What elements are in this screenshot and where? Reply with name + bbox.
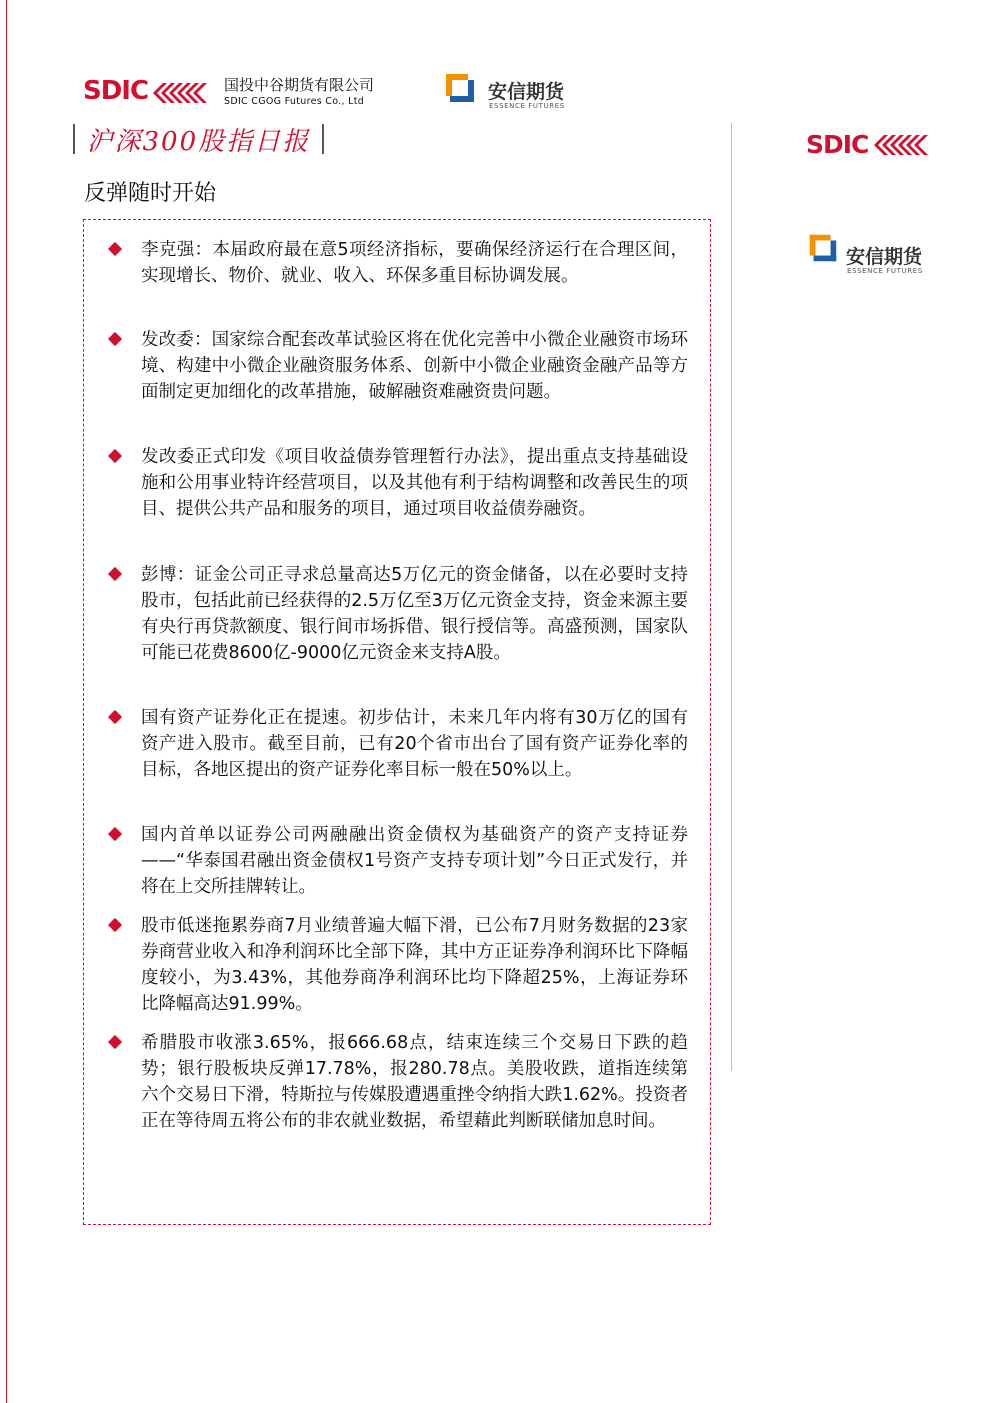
news-text: 国内首单以证券公司两融融出资金债权为基础资产的资产支持证券——“华泰国君融出资金债权1号资产支持专项计划”今日正式发行，并将在上交所挂牌转让。 bbox=[141, 825, 688, 897]
essence-mark-icon bbox=[442, 72, 478, 108]
bullet-diamond-icon bbox=[108, 827, 122, 841]
sdic-stripes-icon bbox=[153, 80, 207, 106]
essence-name-cn: 安信期货 bbox=[488, 81, 565, 103]
sidebar-essence-cn: 安信期货 bbox=[846, 246, 923, 268]
title-bar-right bbox=[322, 124, 324, 154]
news-item bbox=[108, 1030, 688, 1134]
sidebar-essence-en: ESSENCE FUTURES bbox=[847, 267, 923, 275]
news-item bbox=[108, 444, 688, 522]
news-text: 股市低迷拖累券商7月业绩普遍大幅下滑，已公布7月财务数据的23家券商营业收入和净利润环比全部下降，其中方正证券净利润环比下降幅度较小，为3.43%，其他券商净利润环比均下降超25%，上海证券环比降幅高达91.99%。 bbox=[141, 916, 688, 1014]
news-box bbox=[83, 219, 711, 1225]
bullet-diamond-icon bbox=[108, 242, 122, 256]
essence-name-en: ESSENCE FUTURES bbox=[489, 102, 565, 110]
news-item bbox=[108, 822, 688, 900]
company-name-cn: 国投中谷期货有限公司 bbox=[224, 76, 375, 94]
essence-logo-header bbox=[442, 72, 592, 112]
news-text: 彭博：证金公司正寻求总量高达5万亿元的资金储备，以在必要时支持股市，包括此前已经获得的2.5万亿至3万亿元资金支持，资金来源主要有央行再贷款额度、银行间市场拆借、银行授信等。高盛预测，国家队可能已花费8600亿-9000亿元资金来支持A股。 bbox=[141, 565, 688, 663]
headline: 反弹随时开始 bbox=[84, 181, 217, 206]
bullet-diamond-icon bbox=[108, 567, 122, 581]
company-name-en: SDIC CGOG Futures Co., Ltd bbox=[224, 96, 365, 107]
news-item bbox=[108, 705, 688, 783]
sidebar-sdic-text: SDIC bbox=[806, 130, 869, 159]
news-text: 国有资产证券化正在提速。初步估计，未来几年内将有30万亿的国有资产进入股市。截至目前，已有20个省市出台了国有资产证券化率的目标，各地区提出的资产证券化率目标一般在50%以上。 bbox=[141, 708, 688, 780]
news-text: 李克强：本届政府最在意5项经济指标，要确保经济运行在合理区间，实现增长、物价、就业、收入、环保多重目标协调发展。 bbox=[141, 240, 688, 286]
sidebar-essence-mark-icon bbox=[806, 232, 840, 268]
news-text: 发改委正式印发《项目收益债券管理暂行办法》，提出重点支持基础设施和公用事业特许经营项目，以及其他有利于结构调整和改善民生的项目、提供公共产品和服务的项目，通过项目收益债券融资。 bbox=[141, 447, 688, 519]
news-item bbox=[108, 562, 688, 666]
bullet-diamond-icon bbox=[108, 449, 122, 463]
news-text: 希腊股市收涨3.65%，报666.68点，结束连续三个交易日下跌的趋势；银行股板块反弹17.78%，报280.78点。美股收跌，道指连续第六个交易日下滑，特斯拉与传媒股遭遇重挫令纳指大跌1.62%。投资者正在等待周五将公布的非农就业数据，希望藉此判断联储加息时间。 bbox=[141, 1033, 688, 1131]
sidebar-stripes-icon bbox=[874, 132, 928, 158]
sidebar-sdic-logo bbox=[806, 130, 930, 160]
bullet-diamond-icon bbox=[108, 918, 122, 932]
report-title-block bbox=[73, 122, 324, 156]
sidebar-divider bbox=[731, 123, 732, 1071]
sdic-logo-text: SDIC bbox=[83, 76, 149, 106]
news-item bbox=[108, 237, 688, 289]
bullet-diamond-icon bbox=[108, 332, 122, 346]
news-item bbox=[108, 913, 688, 1017]
news-text: 发改委：国家综合配套改革试验区将在优化完善中小微企业融资市场环境、构建中小微企业融资服务体系、创新中小微企业融资金融产品等方面制定更加细化的改革措施，破解融资难融资贵问题。 bbox=[141, 330, 688, 402]
report-title: 沪深300股指日报 bbox=[86, 126, 311, 157]
bullet-diamond-icon bbox=[108, 710, 122, 724]
left-margin-rule bbox=[6, 0, 7, 1403]
news-item bbox=[108, 327, 688, 405]
sidebar-essence-logo bbox=[806, 232, 936, 278]
bullet-diamond-icon bbox=[108, 1035, 122, 1049]
